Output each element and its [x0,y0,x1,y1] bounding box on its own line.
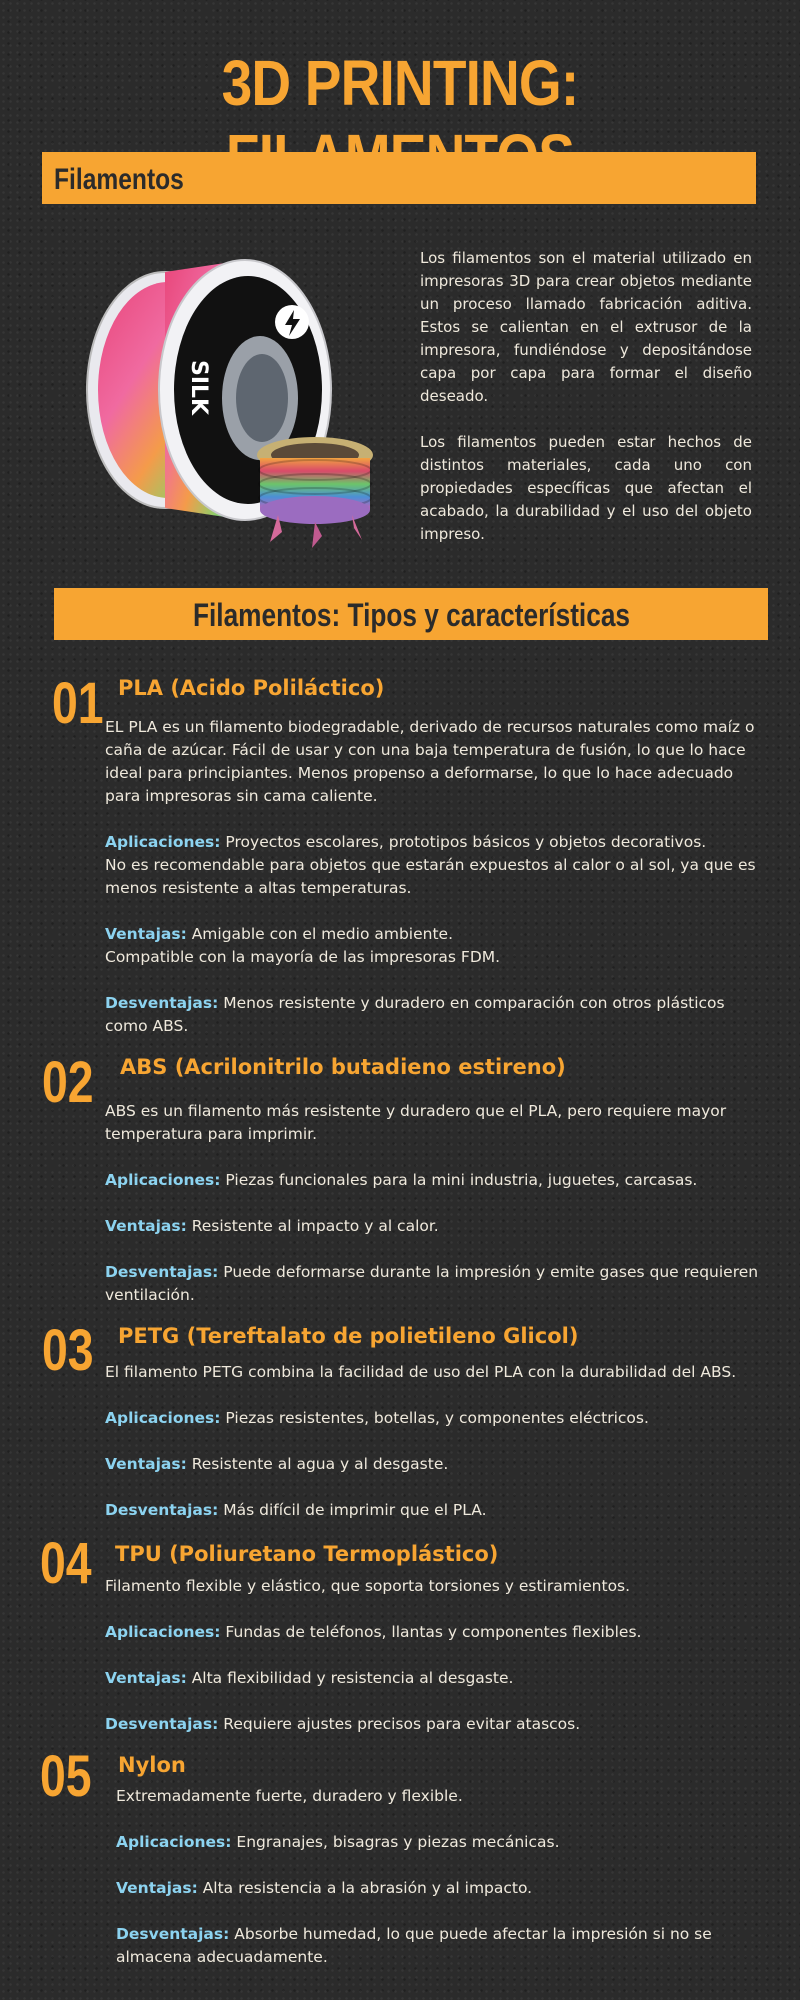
label-ventajas: Ventajas: [105,1669,187,1687]
filament-heading: PETG (Tereftalato de polietileno Glicol) [118,1324,579,1348]
filament-desventajas: Desventajas: Puede deformarse durante la impresión y emite gases que requieren ventilación. [105,1263,759,1304]
filament-details [116,1785,716,1992]
filament-heading: TPU (Poliuretano Termoplástico) [115,1542,499,1566]
label-desventajas: Desventajas: [105,994,219,1012]
label-desventajas: Desventajas: [105,1715,219,1733]
label-aplicaciones: Aplicaciones: [105,1171,221,1189]
label-desventajas: Desventajas: [105,1501,219,1519]
filament-aplicaciones: Aplicaciones: Engranajes, bisagras y piezas mecánicas. [116,1833,560,1851]
filament-heading: PLA (Acido Poliláctico) [118,676,385,700]
filament-description: El filamento PETG combina la facilidad de uso del PLA con la durabilidad del ABS. [105,1363,737,1381]
section-bar-tipos [54,588,768,640]
filament-description: EL PLA es un filamento biodegradable, derivado de recursos naturales como maíz o caña de azúcar. Fácil de usar y con una baja temperatura de fusión, lo que lo hace ideal para principiantes. Menos propenso a deformarse, lo que lo hace adecuado para impresoras sin cama caliente. [105,718,755,805]
intro-text [420,247,752,569]
filament-description: Extremadamente fuerte, duradero y flexible. [116,1787,463,1805]
filament-details [105,716,770,1061]
label-aplicaciones: Aplicaciones: [116,1833,232,1851]
label-ventajas: Ventajas: [105,1455,187,1473]
filament-heading: ABS (Acrilonitrilo butadieno estireno) [120,1055,566,1079]
section-title: Filamentos [54,163,184,196]
filament-ventajas: Ventajas: Resistente al impacto y al calor. [105,1217,439,1235]
filament-ventajas: Ventajas: Alta flexibilidad y resistencia al desgaste. [105,1669,514,1687]
filament-description: ABS es un filamento más resistente y duradero que el PLA, pero requiere mayor temperatura para imprimir. [105,1102,727,1143]
filament-desventajas: Desventajas: Requiere ajustes precisos para evitar atascos. [105,1715,581,1733]
filament-details [105,1361,770,1545]
item-number: 05 [40,1744,92,1809]
label-ventajas: Ventajas: [105,925,187,943]
intro-paragraph-2: Los filamentos pueden estar hechos de distintos materiales, cada uno con propiedades específicas que afectan el acabado, la durabilidad y el uso del objeto impreso. [420,433,752,543]
item-number: 04 [40,1531,92,1596]
label-ventajas: Ventajas: [105,1217,187,1235]
filament-aplicaciones: Aplicaciones: Piezas resistentes, botellas, y componentes eléctricos. [105,1409,649,1427]
item-number: 02 [42,1050,94,1115]
filament-desventajas: Desventajas: Absorbe humedad, lo que puede afectar la impresión si no se almacena adecuadamente. [116,1925,712,1966]
spool-label: SILK [186,360,211,416]
label-aplicaciones: Aplicaciones: [105,1409,221,1427]
filament-ventajas: Ventajas: Amigable con el medio ambiente. Compatible con la mayoría de las impresoras FDM. [105,925,501,966]
label-ventajas: Ventajas: [116,1879,198,1897]
filament-spool-image [70,230,390,550]
page-title: 3D PRINTING: [221,47,579,119]
filament-ventajas: Ventajas: Alta resistencia a la abrasión y al impacto. [116,1879,533,1897]
filament-desventajas: Desventajas: Menos resistente y duradero en comparación con otros plásticos como ABS. [105,994,725,1035]
filament-details [105,1575,770,1759]
intro-paragraph-1: Los filamentos son el material utilizado en impresoras 3D para crear objetos mediante un proceso llamado fabricación aditiva. Estos se calientan en el extrusor de la impresora, fundiéndose y depositándose capa por capa para formar el diseño deseado. [420,249,752,405]
item-number: 01 [52,671,104,736]
filament-details [105,1100,770,1330]
filament-desventajas: Desventajas: Más difícil de imprimir que el PLA. [105,1501,487,1519]
label-desventajas: Desventajas: [116,1925,230,1943]
label-aplicaciones: Aplicaciones: [105,833,221,851]
label-desventajas: Desventajas: [105,1263,219,1281]
filament-aplicaciones: Aplicaciones: Fundas de teléfonos, llantas y componentes flexibles. [105,1623,642,1641]
section-title: Filamentos: Tipos y características [192,597,630,633]
section-bar-filamentos [42,152,756,204]
filament-aplicaciones: Aplicaciones: Piezas funcionales para la mini industria, juguetes, carcasas. [105,1171,698,1189]
label-aplicaciones: Aplicaciones: [105,1623,221,1641]
filament-heading: Nylon [118,1753,186,1777]
filament-aplicaciones: Aplicaciones: Proyectos escolares, prototipos básicos y objetos decorativos. No es recomendable para objetos que estarán expuestos al calor o al sol, ya que es menos resistente a altas temperaturas. [105,833,756,897]
filament-ventajas: Ventajas: Resistente al agua y al desgaste. [105,1455,449,1473]
filament-description: Filamento flexible y elástico, que soporta torsiones y estiramientos. [105,1577,631,1595]
item-number: 03 [42,1318,94,1383]
